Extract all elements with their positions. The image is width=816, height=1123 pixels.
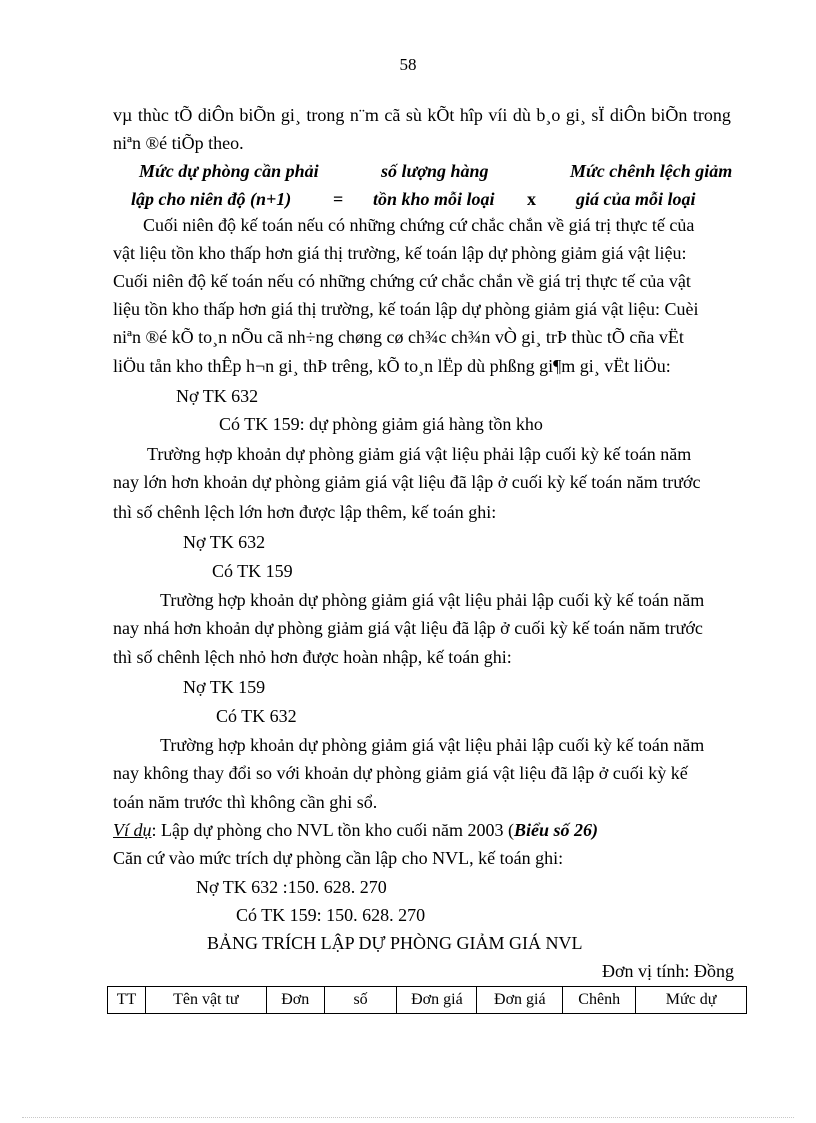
table-header-cell: Chênh — [563, 987, 636, 1014]
paragraph-line: vật liệu tồn kho thấp hơn giá thị trường, kế toán lập dự phòng giảm giá vật liệu: — [113, 243, 687, 263]
formula-label: tồn kho mỗi loại — [373, 189, 495, 209]
formula-equals: = — [333, 189, 344, 209]
example-reference: Biểu số 26) — [514, 820, 599, 840]
table-header-cell: Tên vật tư — [145, 987, 266, 1014]
page-footer-divider — [22, 1117, 794, 1118]
unit-label: Đơn vị tính: Đồng — [602, 961, 735, 981]
table-header-cell: Đơn giá — [477, 987, 563, 1014]
paragraph-line: Cuối niên độ kế toán nếu có những chứng cứ chắc chắn về giá trị thực tế của vật — [113, 271, 691, 291]
paragraph-line: thì số chênh lệch lớn hơn được lập thêm, kế toán ghi: — [113, 502, 497, 522]
formula-label: Mức chênh lệch giảm — [570, 161, 733, 181]
journal-entry-credit: Có TK 159: 150. 628. 270 — [236, 905, 426, 925]
paragraph-line: nay không thay đổi so với khoản dự phòng giảm giá vật liệu đã lập ở cuối kỳ kế — [113, 763, 688, 783]
page-number: 58 — [399, 55, 417, 74]
table-header-cell: TT — [108, 987, 146, 1014]
paragraph-line: liÖu tån kho thÊp h¬n gi¸ thÞ trêng, kÕ to¸n lËp dù phßng gi¶m gi¸ vËt liÖu: — [113, 356, 671, 376]
paragraph-line: niªn ®é kÕ to¸n nÕu cã nh÷ng chøng cø ch¾c ch¾n vÒ gi¸ trÞ thùc tÕ cña vËt — [113, 327, 684, 347]
paragraph-line: Trường hợp khoản dự phòng giảm giá vật liệu phải lập cuối kỳ kế toán năm — [160, 590, 705, 610]
journal-entry-credit: Có TK 159: dự phòng giảm giá hàng tồn kho — [219, 414, 543, 434]
paragraph-line: thì số chênh lệch nhỏ hơn được hoàn nhập, kế toán ghi: — [113, 647, 512, 667]
journal-entry-credit: Có TK 632 — [216, 706, 297, 726]
example-line — [113, 818, 598, 842]
table-title: BẢNG TRÍCH LẬP DỰ PHÒNG GIẢM GIÁ NVL — [207, 933, 583, 953]
paragraph-line: niªn ®é tiÕp theo. — [113, 133, 244, 153]
example-label: Ví dụ — [113, 820, 152, 840]
journal-entry-debit: Nợ TK 159 — [183, 677, 266, 697]
paragraph-line: Trường hợp khoản dự phòng giảm giá vật liệu phải lập cuối kỳ kế toán năm — [160, 735, 705, 755]
paragraph-line: vµ thùc tÕ diÔn biÕn gi¸ trong n¨m cã sù kÕt hîp víi dù b¸o gi¸ sÏ diÔn biÕn trong — [113, 105, 731, 125]
paragraph-line: Căn cứ vào mức trích dự phòng cần lập cho NVL, kế toán ghi: — [113, 848, 564, 868]
example-text: : Lập dự phòng cho NVL tồn kho cuối năm 2003 ( — [151, 820, 515, 840]
formula-label: số lượng hàng — [381, 161, 489, 181]
table-header-cell: Đơn giá — [397, 987, 477, 1014]
table-header-cell: số — [324, 987, 397, 1014]
formula-label: Mức dự phòng cần phải — [139, 161, 319, 181]
paragraph-line: Trường hợp khoản dự phòng giảm giá vật liệu phải lập cuối kỳ kế toán năm — [147, 444, 692, 464]
formula-label: giá của mỗi loại — [576, 189, 696, 209]
journal-entry-credit: Có TK 159 — [212, 561, 293, 581]
table-header-cell: Mức dự — [636, 987, 747, 1014]
paragraph-line: nay nhá hơn khoản dự phòng giảm giá vật liệu đã lập ở cuối kỳ kế toán năm trước — [113, 618, 703, 638]
provision-table — [107, 986, 747, 1014]
table-header-cell: Đơn — [266, 987, 324, 1014]
paragraph-line: nay lớn hơn khoản dự phòng giảm giá vật liệu đã lập ở cuối kỳ kế toán năm trước — [113, 472, 701, 492]
paragraph-line: toán năm trước thì không cần ghi sổ. — [113, 792, 378, 812]
journal-entry-debit: Nợ TK 632 :150. 628. 270 — [196, 877, 387, 897]
formula-times: x — [527, 189, 536, 209]
journal-entry-debit: Nợ TK 632 — [176, 386, 259, 406]
formula-label: lập cho niên độ (n+1) — [131, 189, 292, 209]
paragraph-line: Cuối niên độ kế toán nếu có những chứng cứ chắc chắn về giá trị thực tế của — [143, 215, 695, 235]
paragraph-line: liệu tồn kho thấp hơn giá thị trường, kế toán lập dự phòng giảm giá vật liệu: Cuèi — [113, 299, 699, 319]
table-header-row — [108, 987, 747, 1014]
journal-entry-debit: Nợ TK 632 — [183, 532, 266, 552]
